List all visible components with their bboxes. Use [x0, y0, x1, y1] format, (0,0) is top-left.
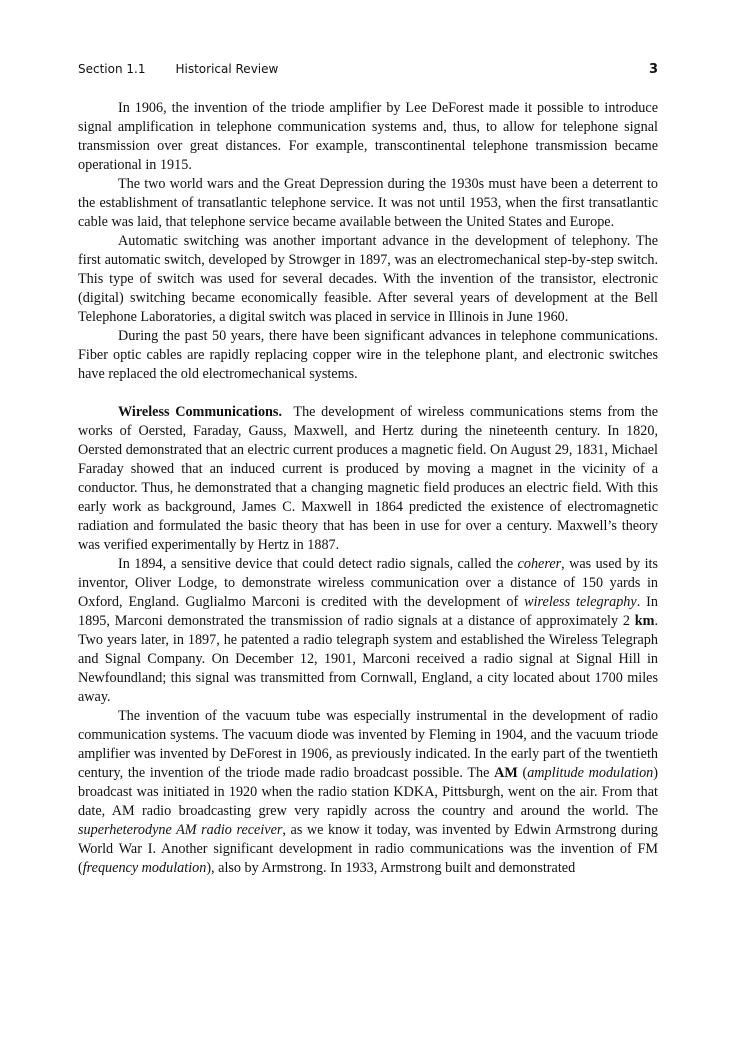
paragraph-wireless	[78, 403, 658, 555]
text-run: ), also by Armstrong. In 1933, Armstrong built and demonstrated	[206, 860, 576, 876]
text-run: ) broadcast was initiated in 1920 when the radio station KDKA, Pittsburgh, went on the air. From that date, AM radio broadcasting grew very rapidly across the country and around the world. The	[78, 765, 658, 819]
book-page	[78, 62, 658, 878]
runin-heading-wireless: Wireless Communications.	[118, 404, 283, 420]
text-run: (	[517, 765, 528, 781]
text-run: . In 1895, Marconi demonstrated the transmission of radio signals at a distance of approximately 2	[78, 594, 658, 629]
unit-km: km	[634, 613, 655, 629]
emphasis-term: coherer	[517, 556, 562, 572]
paragraph-vacuum-tube	[78, 707, 658, 878]
running-header	[78, 62, 658, 82]
emphasis-term: superheterodyne AM radio receiver	[78, 822, 283, 838]
body-text	[78, 99, 658, 878]
term-am: AM	[494, 765, 518, 781]
paragraph-wireless-text: The development of wireless communications stems from the works of Oersted, Faraday, Gauss, Maxwell, and Hertz during the nineteenth century. In 1820, Oersted demonstrated that an electric current produces a magnetic field. On August 29, 1831, Michael Faraday showed that an induced current is produced by moving a magnet in the vicinity of a conductor. Thus, he demonstrated that a changing magnetic field produces an electric field. With this early work as background, James C. Maxwell in 1864 predicted the existence of electromagnetic radiation and formulated the basic theory that has been in use for over a century. Maxwell’s theory was verified experimentally by Hertz in 1887.	[78, 404, 658, 553]
paragraph-marconi	[78, 555, 658, 707]
paragraph-triode: In 1906, the invention of the triode amplifier by Lee DeForest made it possible to introduce signal amplification in telephone communication systems and, thus, to allow for telephone signal transmission over great distances. For example, transcontinental telephone transmission became operational in 1915.	[78, 100, 658, 173]
text-run: . Two years later, in 1897, he patented a radio telegraph system and established the Wireless Telegraph and Signal Company. On December 12, 1901, Marconi received a radio signal at Signal Hill in Newfoundland; this signal was transmitted from Cornwall, England, a city located about 1700 miles away.	[78, 613, 658, 705]
section-title: Historical Review	[175, 62, 279, 76]
text-run: , as we know it today, was invented by Edwin Armstrong during World War I. Another significant development in radio communications was the invention of FM (	[78, 822, 659, 876]
page-number: 3	[648, 62, 658, 77]
emphasis-term: wireless telegraphy	[524, 594, 637, 610]
paragraph-transatlantic: The two world wars and the Great Depression during the 1930s must have been a deterrent to the establishment of transatlantic telephone service. It was not until 1953, when the first transatlantic cable was laid, that telephone service became available between the United States and Europe.	[78, 176, 658, 230]
text-run: , was used by its inventor, Oliver Lodge, to demonstrate wireless communication over a distance of 150 yards in Oxford, England. Guglialmo Marconi is credited with the development of	[78, 556, 658, 610]
text-run: The invention of the vacuum tube was especially instrumental in the development of radio communication systems. The vacuum diode was invented by Fleming in 1904, and the vacuum triode amplifier was invented by DeForest in 1906, as previously indicated. In the early part of the twentieth century, the invention of the triode made radio broadcast possible. The	[78, 708, 658, 781]
text-run: In 1894, a sensitive device that could detect radio signals, called the	[118, 556, 518, 572]
paragraph-switching: Automatic switching was another important advance in the development of telephony. The first automatic switch, developed by Strowger in 1897, was an electromechanical step-by-step switch. This type of switch was used for several decades. With the invention of the transistor, electronic (digital) switching became economically feasible. After several years of development at the Bell Telephone Laboratories, a digital switch was placed in service in Illinois in June 1960.	[78, 233, 658, 325]
emphasis-term: frequency modulation	[82, 860, 207, 876]
paragraph-recent-advances: During the past 50 years, there have been significant advances in telephone communications. Fiber optic cables are rapidly replacing copper wire in the telephone plant, and electronic switches have replaced the old electromechanical systems.	[78, 328, 658, 382]
emphasis-term: amplitude modulation	[527, 765, 654, 781]
section-number: Section 1.1	[78, 62, 146, 76]
